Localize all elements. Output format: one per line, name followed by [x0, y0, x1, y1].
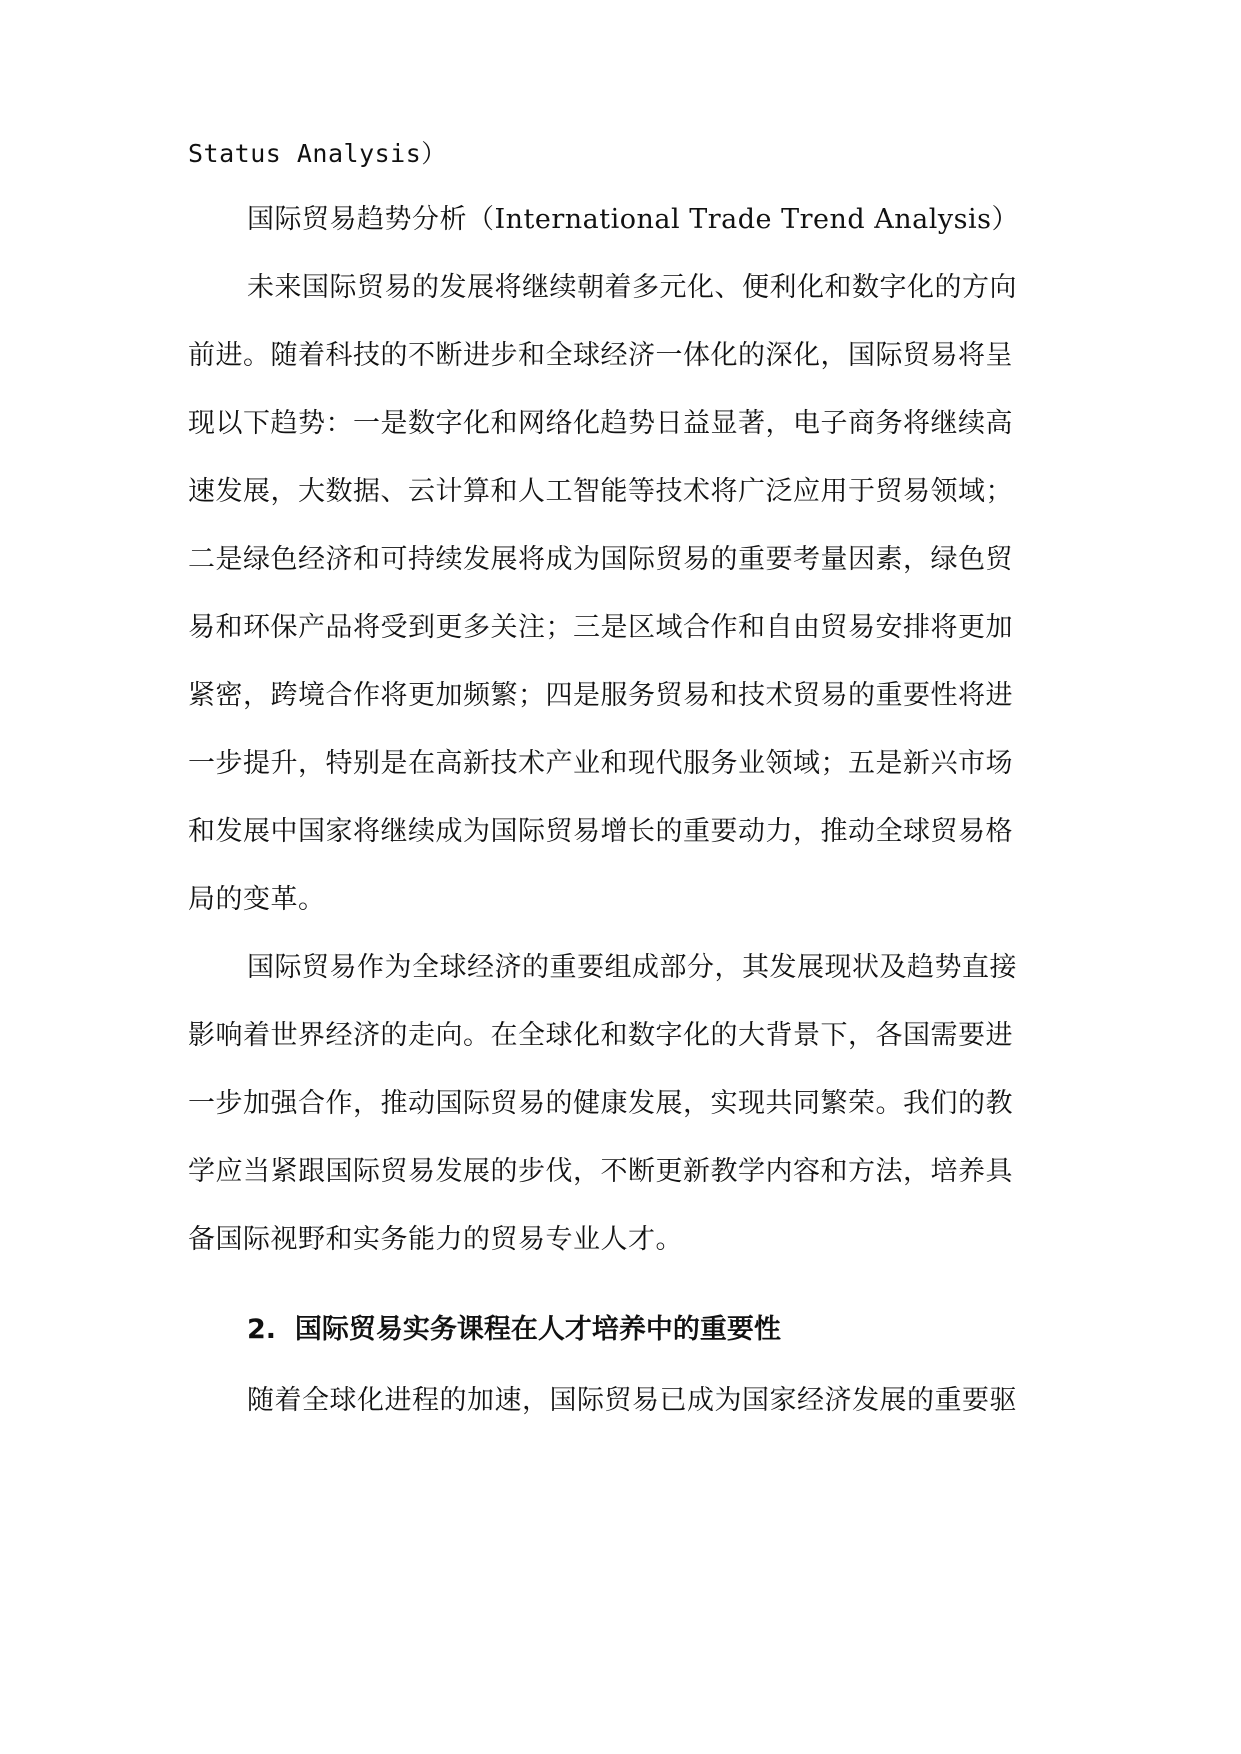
paragraph-line: 前进。随着科技的不断进步和全球经济一体化的深化，国际贸易将呈 — [188, 340, 1013, 371]
paragraph-line: 影响着世界经济的走向。在全球化和数字化的大背景下，各国需要进 — [188, 1020, 1013, 1051]
paragraph-line: 随着全球化进程的加速，国际贸易已成为国家经济发展的重要驱 — [247, 1385, 1017, 1416]
paragraph-line: 速发展，大数据、云计算和人工智能等技术将广泛应用于贸易领域； — [188, 476, 1013, 507]
paragraph-line: 未来国际贸易的发展将继续朝着多元化、便利化和数字化的方向 — [247, 272, 1017, 303]
section-heading: 2. 国际贸易实务课程在人才培养中的重要性 — [247, 1314, 781, 1345]
paragraph-line: 一步加强合作，推动国际贸易的健康发展，实现共同繁荣。我们的教 — [188, 1088, 1013, 1119]
paragraph-line: 学应当紧跟国际贸易发展的步伐，不断更新教学内容和方法，培养具 — [188, 1156, 1013, 1187]
paragraph-line: 备国际视野和实务能力的贸易专业人才。 — [188, 1224, 683, 1255]
paragraph-line: 易和环保产品将受到更多关注；三是区域合作和自由贸易安排将更加 — [188, 612, 1013, 643]
paragraph-line: 国际贸易作为全球经济的重要组成部分，其发展现状及趋势直接 — [247, 952, 1017, 983]
paragraph-line: 一步提升，特别是在高新技术产业和现代服务业领域；五是新兴市场 — [188, 748, 1013, 779]
paragraph-line: 二是绿色经济和可持续发展将成为国际贸易的重要考量因素，绿色贸 — [188, 544, 1013, 575]
subheading: 国际贸易趋势分析（International Trade Trend Analysis） — [247, 204, 1019, 235]
paragraph-line: 紧密，跨境合作将更加频繁；四是服务贸易和技术贸易的重要性将进 — [188, 680, 1013, 711]
paragraph-line: 和发展中国家将继续成为国际贸易增长的重要动力，推动全球贸易格 — [188, 816, 1013, 847]
paragraph-line: 局的变革。 — [188, 884, 326, 915]
paragraph-line: 现以下趋势：一是数字化和网络化趋势日益显著，电子商务将继续高 — [188, 408, 1013, 439]
continuation-line: Status Analysis） — [188, 139, 447, 168]
